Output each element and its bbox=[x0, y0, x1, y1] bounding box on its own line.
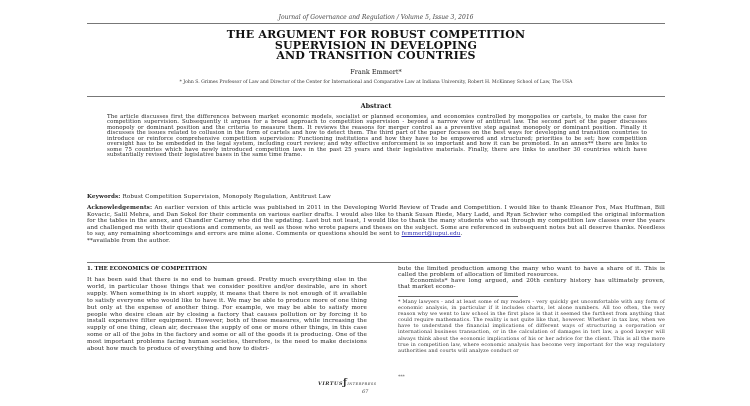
keywords-label: Keywords: bbox=[87, 194, 121, 200]
right-column-paragraph: bute the limited production among the many who want to have a share of it. This is called the problem of allocation of limited resources. bbox=[398, 266, 665, 279]
acknowledgements bbox=[87, 205, 665, 245]
acknowledgements-period: . bbox=[460, 231, 463, 238]
acknowledgements-text: An earlier version of this article was published in 2011 in the Developing World Review of Trade and Competition. I would like to thank Eleanor Fox, Max Huffman, Bill Kovacic, Salil Mehra, and Dan Sokol for their comments on various earlier drafts. I would also like to thank Susan Riede, Mary Ladd, and Ryan Schwier who compiled the original information for the tables in the annex, and Chandler Carney who did the updating. Last but not least, I would like to thank the many students who sat through my competition law classes over the years and challenged me with their questions and comments, as well as those who wrote papers and theses on the subject. Some are referenced in subsequent notes but all deserve thanks. Needless to say, any remaining shortcomings and errors are mine alone. Comments or questions should be sent to bbox=[87, 205, 665, 238]
section-rule bbox=[87, 262, 665, 263]
footnote-rule bbox=[398, 296, 518, 297]
left-column-text: It has been said that there is no end to human greed. Pretty much everything else in the world, in particular those things that we consider positive and/or desirable, are in short supply. When something is in short supply, it means that there is not enough of it available to satisfy everyone who would like to have it. We may be able to produce more of one thing but only at the expense of another thing. For example, we may be able to satisfy more people who desire clean air by closing a factory that causes pollution or by forcing it to install expensive filter equipment. However, both of these measures, while increasing the supply of one thing, clean air, decrease the supply of one or more other things, in this case some or all of the jobs in the factory and some or all of the goods it is producing. One of the most important problems facing human societies, therefore, is the need to make decisions about how much to produce of everything and how to distri- bbox=[87, 277, 367, 353]
abstract-text: The article discusses first the differences between market economic models, socialist or planned economies, and economies controlled by monopolies or cartels, to make the case for competition supervision. Subsequently it argues for a broad approach to competition supervision - beyond a narrow view of antitrust law. The second part of the paper discusses monopoly or dominant position and the criteria to measure them. It reviews the reasons for merger control as a preventive step against monopoly or dominant position. Finally it discusses the issues related to collusion in the form of cartels and how to detect them. The third part of the paper focuses on the best ways for developing and transition countries to introduce or reinforce comprehensive competition supervision: Functioning institutions and how they have to be empowered and structured; priorities to be set; how competition oversight has to be embedded in the legal system, including court review; and why effective enforcement is so important and how it can be promoted. In an annex** there are links to some 75 countries which have newly introduced competition laws in the past 25 years and their legislative materials. Finally, there are links to another 30 countries which have substantially revised their legislative bases in the same time frame. bbox=[107, 114, 647, 159]
footnote: * Many lawyers - and at least some of my readers - very quickly get uncomfortable with any form of economic analysis, in particular if it includes charts, let alone numbers. All too often, the very reason why we went to law school in the first place is that it seemed the furthest from anything that could require mathematics. The reality is not quite like that, however. Whether in tax law, when we have to understand the financial implications of different ways of structuring a corporation or international business transaction, or in the calculation of damages in tort law, a good lawyer will always think about the economic implications of his or her advice for the client. This is all the more true in competition law, where economic analysis has become very important for the way regulatory authorities and courts will analyze conduct or bbox=[398, 299, 665, 354]
paper-title bbox=[87, 30, 665, 62]
header-rule bbox=[87, 23, 665, 24]
title-rule bbox=[87, 96, 665, 97]
acknowledgements-label: Acknowledgements: bbox=[87, 205, 153, 211]
author-affiliation: * John S. Grimes Professor of Law and Director of the Center for International and Comparative Law at Indiana University, Robert H. McKinney School of Law, The USA bbox=[179, 80, 573, 85]
logo-text-virtus: VIRTUS bbox=[318, 381, 343, 387]
title-line: AND TRANSITION COUNTRIES bbox=[276, 49, 476, 62]
title-line: THE ARGUMENT FOR ROBUST COMPETITION bbox=[226, 28, 526, 41]
footnote-continuation: *** bbox=[398, 375, 405, 380]
section-heading: 1. THE ECONOMICS OF COMPETITION bbox=[87, 266, 208, 272]
annex-note: **available from the author. bbox=[87, 237, 171, 244]
keywords bbox=[87, 195, 665, 200]
right-column-paragraph: Economists* have long argued, and 20th century history has ultimately proven, that market econo- bbox=[398, 278, 665, 291]
abstract-heading: Abstract bbox=[360, 102, 392, 110]
page-number: 67 bbox=[362, 389, 369, 395]
title-line: SUPERVISION IN DEVELOPING bbox=[274, 38, 478, 52]
email-link[interactable]: femmert@iupui.edu bbox=[401, 231, 461, 238]
logo-pen-icon: ƒ bbox=[342, 378, 348, 388]
keywords-text: Robust Competition Supervision, Monopoly Regulation, Antitrust Law bbox=[120, 194, 331, 200]
right-column bbox=[398, 266, 665, 290]
publisher-logo bbox=[318, 378, 377, 388]
journal-header: Journal of Governance and Regulation / Volume 5, Issue 3, 2016 bbox=[278, 14, 474, 21]
logo-text-interpress: INTERPRESS bbox=[347, 382, 377, 386]
author-name: Frank Emmert* bbox=[350, 68, 402, 76]
